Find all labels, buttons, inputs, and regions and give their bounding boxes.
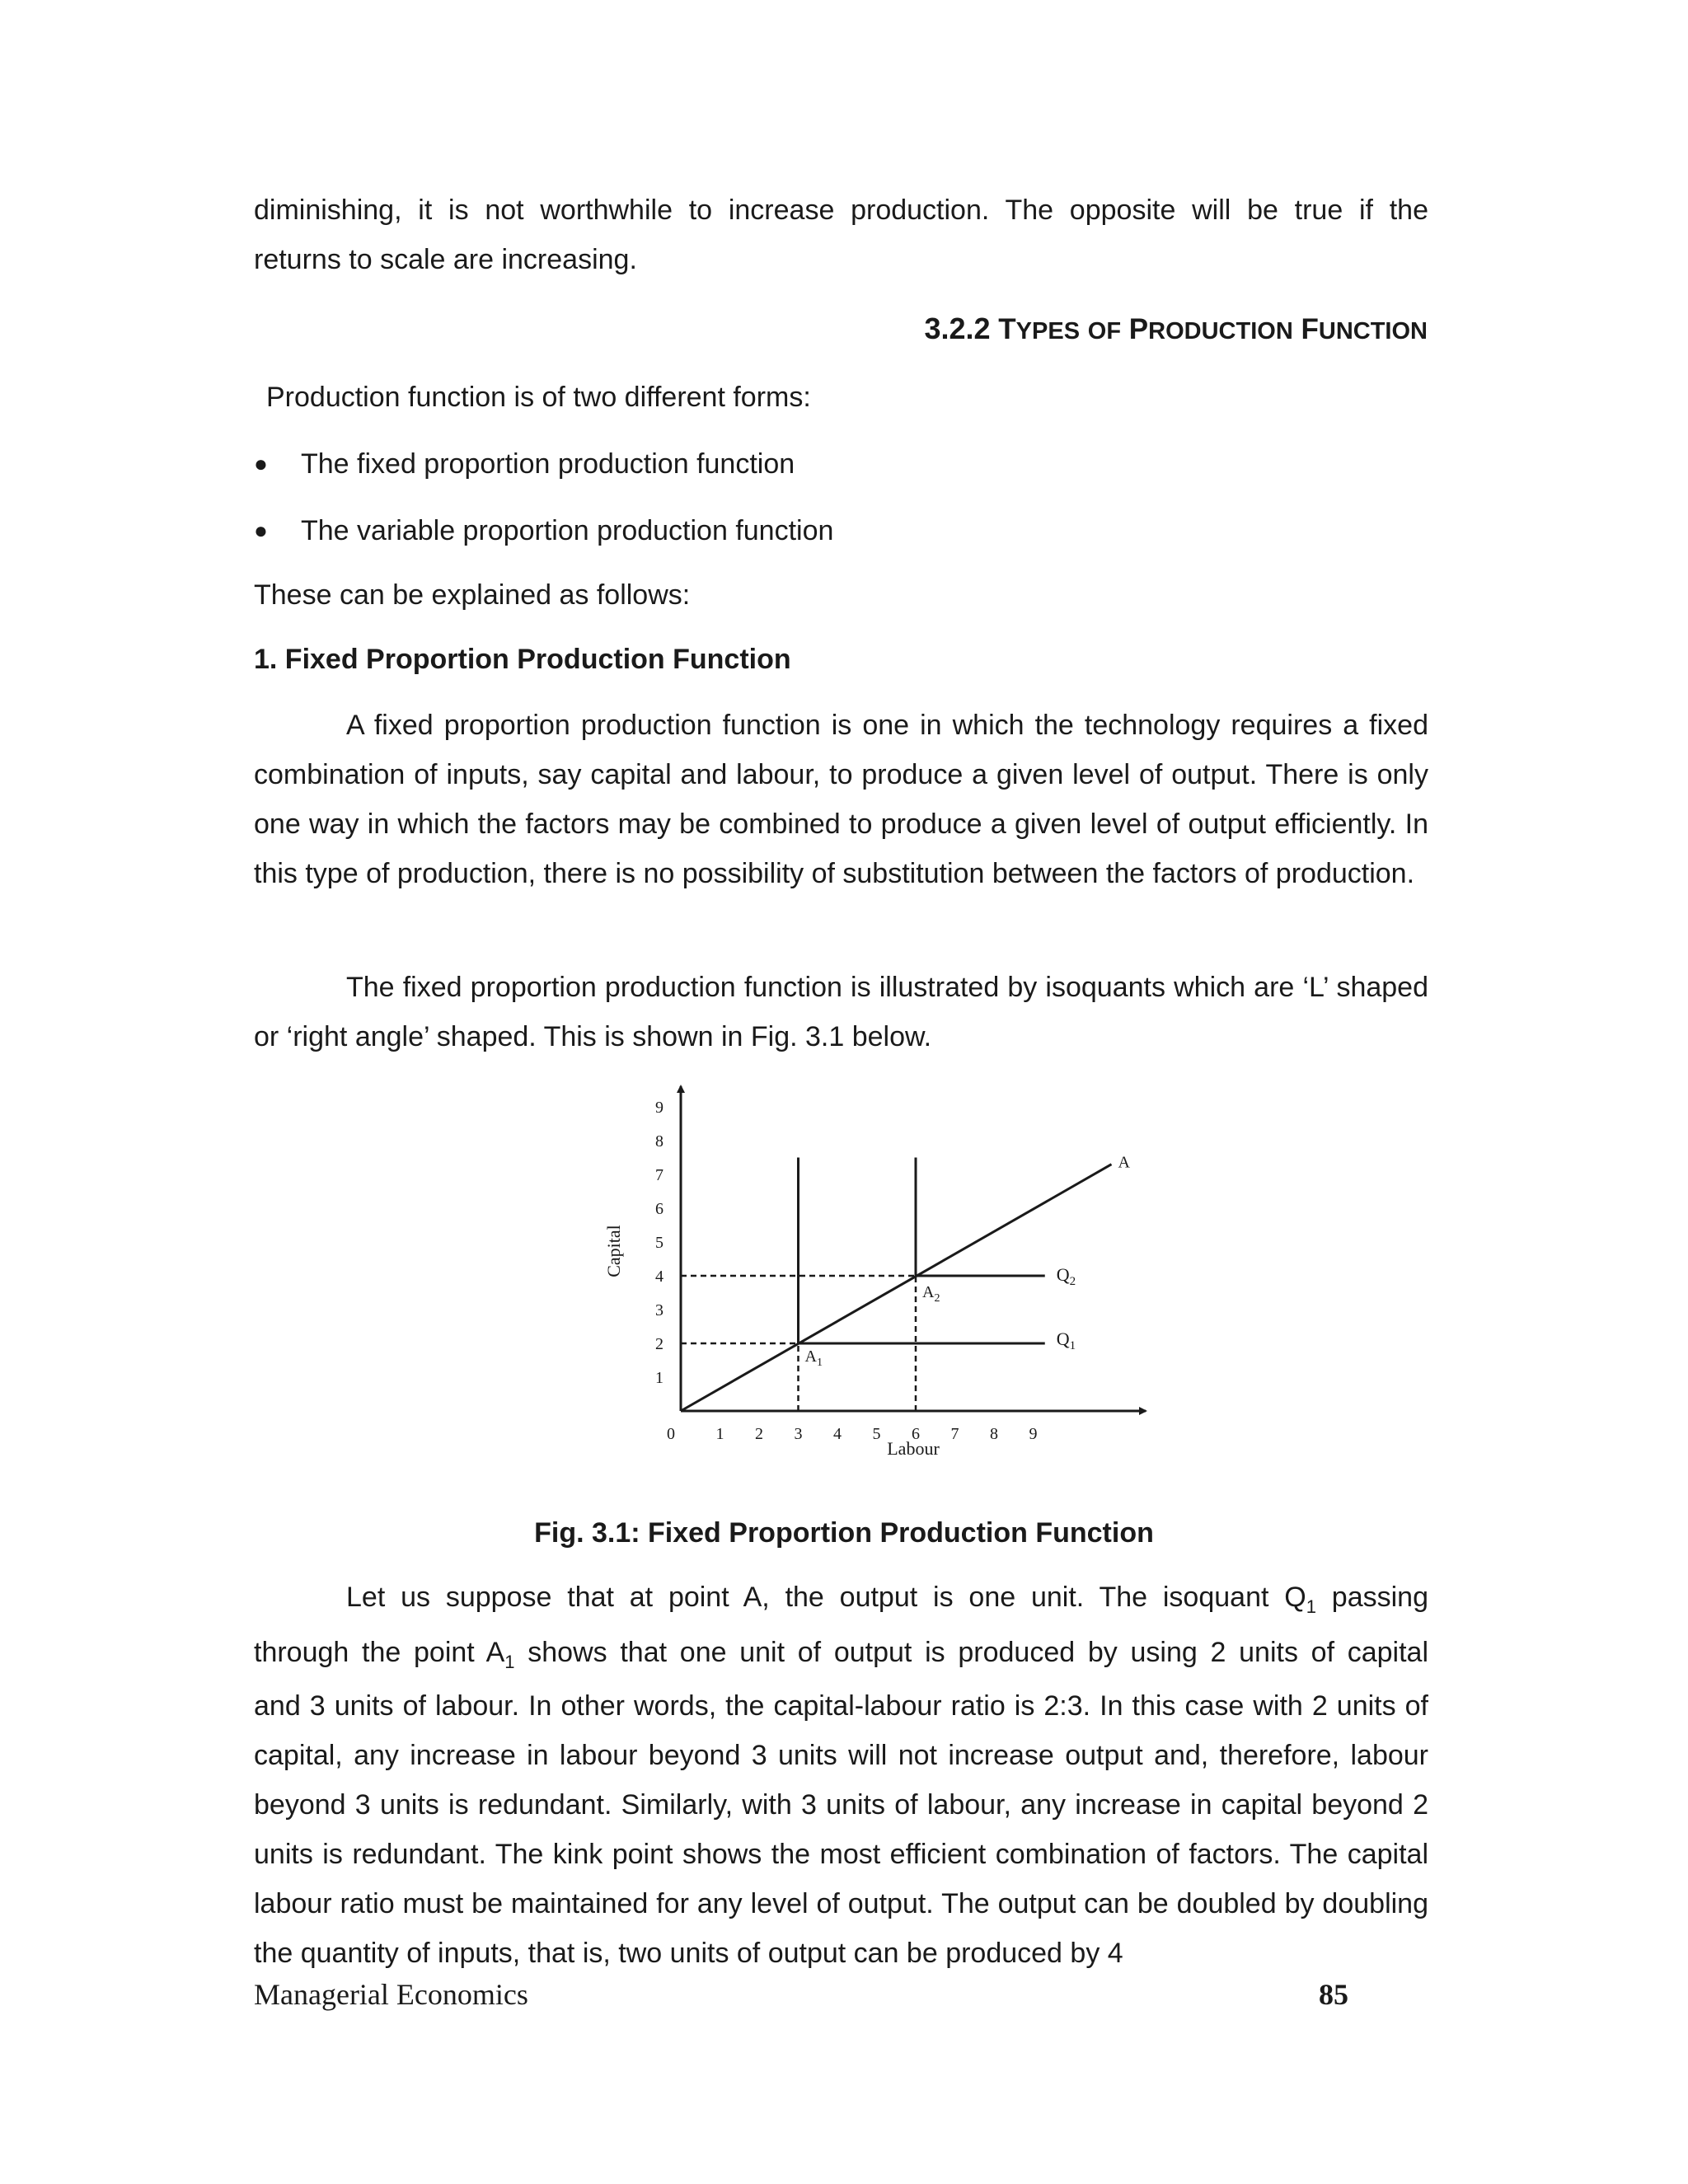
heading-word-1-rest: YPES (1015, 318, 1081, 344)
series-lines (681, 1158, 1112, 1412)
x-tick-label: 8 (990, 1425, 998, 1443)
series-q1 (799, 1158, 1045, 1344)
paragraph-l-shaped-isoquants: The fixed proportion production function is illustrated by isoquants which are ‘L’ shaped or ‘right angle’ shaped. This is shown in Fig. 3.1 below. (254, 972, 1428, 1052)
y-tick-label: 5 (655, 1234, 663, 1252)
curve-label-q1: $Q_1$ (1056, 1329, 1076, 1352)
heading-word-2: OF (1087, 318, 1122, 344)
heading-word-3-initial: P (1128, 313, 1149, 345)
paragraph-fixed-proportion-definition: A fixed proportion production function is one in which the technology requires a fixed combination of inputs, say capital and labour, to produce a given level of output. There is only one way in which the factors may be combined to produce a given level of output efficiently. In this type of production, there is no possibility of substitution between the factors of production. (254, 710, 1428, 889)
y-tick-label: 1 (655, 1369, 663, 1387)
paragraph-3-rest: and 3 units of labour. In other words, the capital-labour ratio is 2:3. In this case with 2 units of capital, any increase in labour beyond 3 units will not increase output and, therefore, labour beyond 3 units is redundant. Similarly, with 3 units of labour, any increase in capital beyond 2 units is redundant. The kink point shows the most efficient combination of factors. The capital labour ratio must be maintained for any level of output. The output can be doubled by doubling the quantity of inputs, that is, two units of output can be produced by 4 (254, 1690, 1428, 1969)
section-number: 3.2.2 (924, 312, 991, 345)
footer-page-number: 85 (1319, 1978, 1348, 2011)
point-label-a2: $A_2$ (922, 1283, 940, 1305)
subheading-fixed-proportion: 1. Fixed Proportion Production Function (254, 644, 791, 675)
intro-line: Production function is of two different forms: (266, 382, 811, 413)
x-tick-label: 3 (794, 1425, 803, 1443)
x-tick-label: 9 (1029, 1425, 1038, 1443)
footer-book-title: Managerial Economics (254, 1978, 528, 2011)
y-axis-title: Capital (603, 1225, 624, 1277)
y-tick-label: 2 (655, 1335, 663, 1353)
y-tick-label: 6 (655, 1200, 663, 1218)
x-tick-label: 1 (715, 1425, 724, 1443)
bullet-item-1: The fixed proportion production function (301, 448, 795, 480)
heading-word-4-initial: F (1301, 313, 1319, 345)
x-axis-title: Labour (887, 1438, 940, 1459)
fixed-proportion-chart (577, 1071, 1170, 1483)
curve-label-q2: $Q_2$ (1056, 1264, 1076, 1288)
heading-word-3-rest: RODUCTION (1148, 318, 1293, 344)
x-tick-label: 4 (833, 1425, 842, 1443)
x-tick-label: 6 (912, 1425, 920, 1443)
top-paragraph-line-1: diminishing, it is not worthwhile to increase production. The opposite will be true if the (254, 194, 1428, 226)
heading-word-1-initial: T (998, 313, 1016, 345)
bullet-item-2: The variable proportion production function (301, 515, 834, 546)
bullet-dot-1: ● (254, 451, 268, 476)
x-tick-label: 0 (667, 1425, 675, 1443)
point-label-a1: $A_1$ (804, 1347, 823, 1369)
y-tick-label: 9 (655, 1099, 663, 1117)
section-heading (924, 310, 1428, 350)
x-tick-label: 2 (755, 1425, 763, 1443)
y-tick-label: 8 (655, 1132, 663, 1151)
explain-line: These can be explained as follows: (254, 579, 691, 611)
y-tick-label: 3 (655, 1301, 663, 1319)
x-tick-label: 5 (872, 1425, 881, 1443)
series-q2 (916, 1158, 1045, 1277)
top-paragraph-line-2: returns to scale are increasing. (254, 244, 637, 275)
bullet-dot-2: ● (254, 518, 268, 543)
curve-label-a: A (1118, 1153, 1130, 1172)
x-tick-label: 7 (950, 1425, 959, 1443)
heading-word-4-rest: UNCTION (1318, 318, 1428, 344)
series-a (681, 1165, 1112, 1411)
y-tick-label: 4 (655, 1268, 663, 1286)
paragraph-3-line-1: Let us suppose that at point A, the output is one unit. The isoquant $Q_1$ passing (346, 1582, 1428, 1617)
paragraph-3-line-2: through the point $A_1$ shows that one unit of output is produced by using 2 units of capital (254, 1637, 1429, 1672)
y-tick-label: 7 (655, 1166, 663, 1184)
figure-caption: Fig. 3.1: Fixed Proportion Production Function (534, 1517, 1154, 1549)
